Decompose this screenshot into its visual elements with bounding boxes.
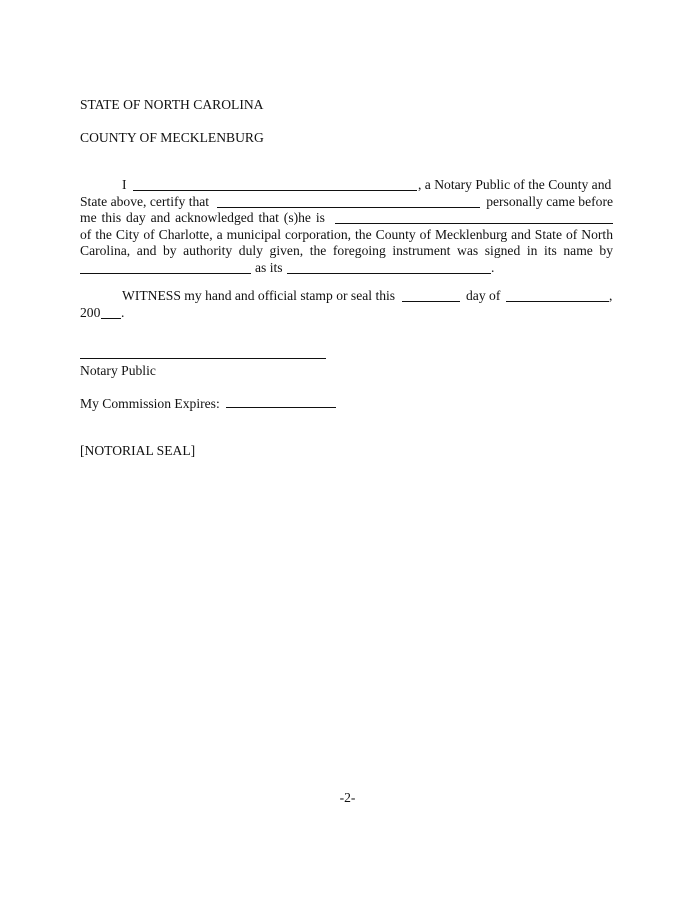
ack-line1-post: , a Notary Public of the County and (418, 177, 612, 192)
commission-expires-label: My Commission Expires: (80, 396, 220, 411)
ack-line-1 (80, 177, 613, 194)
state-heading: STATE OF NORTH CAROLINA (80, 97, 264, 112)
acknowledgment-paragraph (80, 177, 613, 277)
witness-year-blank[interactable] (101, 307, 121, 319)
signer-title-blank[interactable] (335, 212, 613, 224)
page-number: -2- (339, 790, 356, 805)
ack-line6-post: . (491, 259, 495, 275)
witness-line2-post: . (121, 304, 125, 320)
ack-line4-text: of the City of Charlotte, a municipal corporation, the County of Mecklenburg and State of North (80, 226, 613, 242)
witness-line-2 (80, 305, 613, 322)
witness-month-blank[interactable] (506, 290, 609, 302)
witness-line1-mid: day of (466, 288, 501, 303)
county-heading: COUNTY OF MECKLENBURG (80, 130, 264, 145)
ack-line-4 (80, 227, 613, 244)
ack-line1-pre: I (122, 177, 127, 192)
witness-line-1 (80, 288, 613, 305)
ack-line2-pre: State above, certify that (80, 193, 210, 209)
signed-as-blank[interactable] (287, 262, 491, 274)
notorial-seal-label: [NOTORIAL SEAL] (80, 443, 196, 458)
notary-signature-blank[interactable] (80, 347, 326, 359)
ack-line-5 (80, 243, 613, 260)
commission-expires-blank[interactable] (226, 396, 336, 408)
ack-line-6 (80, 260, 613, 277)
witness-paragraph (80, 288, 613, 321)
notary-name-blank[interactable] (133, 179, 417, 191)
ack-line3-pre: me this day and acknowledged that (s)he is (80, 210, 325, 226)
ack-line6-mid: as its (255, 259, 283, 275)
witness-line2-pre: 200 (80, 304, 101, 320)
ack-line5-text: Carolina, and by authority duly given, the foregoing instrument was signed in its name by (80, 243, 613, 259)
signed-by-blank[interactable] (80, 262, 251, 274)
notary-public-label: Notary Public (80, 363, 156, 378)
ack-line2-post: personally came before (486, 193, 613, 209)
signer-name-blank[interactable] (217, 196, 480, 208)
witness-line1-post: , (609, 288, 613, 303)
ack-line-2 (80, 194, 613, 211)
commission-expires-line (80, 396, 336, 412)
witness-line1-pre: WITNESS my hand and official stamp or seal this (122, 288, 396, 303)
ack-line-3 (80, 210, 613, 227)
witness-day-blank[interactable] (402, 290, 460, 302)
